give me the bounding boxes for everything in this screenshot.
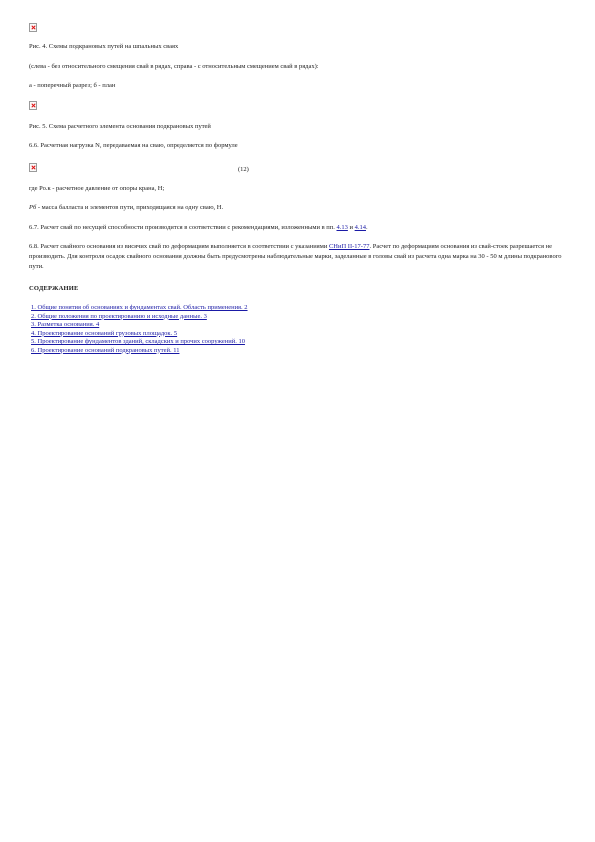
figure-5-caption: Рис. 5. Схема расчетного элемента основания подкрановых путей — [29, 123, 211, 130]
link-snip[interactable]: СНиП II-17-77 — [328, 243, 370, 250]
section-6-7-between: и — [347, 224, 355, 231]
equation-number: (12) — [238, 166, 249, 173]
broken-image-icon — [29, 101, 37, 110]
table-of-contents — [31, 304, 361, 355]
section-6-7-text — [29, 224, 368, 232]
section-6-8-text — [29, 242, 569, 272]
figure-4-subcaption: (слева - без относительного смещения свай в рядах, справа - с относительным смещением свай в рядах): — [29, 63, 319, 70]
broken-image-icon — [29, 163, 37, 172]
section-6-7-body: 6.7. Расчет свай по несущей способности производится в соответствии с рекомендациями, изложенными в пп. — [29, 224, 337, 231]
contents-heading: СОДЕРЖАНИЕ — [29, 285, 79, 292]
section-6-8-body-1: 6.8. Расчет свайного основания из висячих свай по деформациям выполняется в соответствии с указаниями — [29, 243, 329, 250]
where-line-2 — [29, 204, 223, 212]
toc-item[interactable]: 1. Общие понятия об основаниях и фундаментах свай. Область применения. 2 — [31, 304, 248, 311]
link-4-14[interactable]: 4.14 — [354, 224, 366, 231]
toc-item[interactable]: 4. Проектирование оснований грузовых площадок. 5 — [31, 329, 178, 337]
figure-4-legend: а - поперечный разрез; б - план — [29, 82, 116, 89]
link-4-13[interactable]: 4.13 — [336, 224, 348, 231]
toc-item[interactable]: 5. Проектирование фундаментов зданий, складских и прочих сооружений. 10 — [31, 338, 245, 345]
toc-item[interactable]: 3. Разметка основания. 4 — [31, 321, 100, 328]
section-6-8-body-2: . Расчет по деформациям основания из свай-стоек разрешается не производить. Для контроля осадок свайного основания должны быть предусмотрены наблюдательные марки, заделанные в головы свай из расчета одна марка на 30 - 50 м длины подкранового пути. — [29, 243, 562, 270]
toc-item[interactable]: 6. Проектирование оснований подкрановых путей. 11 — [31, 346, 180, 354]
where-line-2-text: - масса балласта и элементов пути, приходящаяся на одну сваю, Н. — [36, 204, 224, 211]
toc-item[interactable]: 2. Общие положения по проектированию и исходные данные. 3 — [31, 312, 207, 320]
where-line-1: где Ро.к - расчетное давление от опоры крана, Н; — [29, 185, 165, 192]
section-6-6-text: 6.6. Расчетная нагрузка N, передаваемая на сваю, определяется по формуле — [29, 142, 238, 149]
broken-image-icon — [29, 23, 37, 32]
figure-4-caption: Рис. 4. Схемы подкрановых путей на шпальных сваях — [29, 43, 179, 50]
section-6-7-tail: . — [365, 224, 368, 231]
symbol-pb: Рб — [29, 204, 37, 211]
